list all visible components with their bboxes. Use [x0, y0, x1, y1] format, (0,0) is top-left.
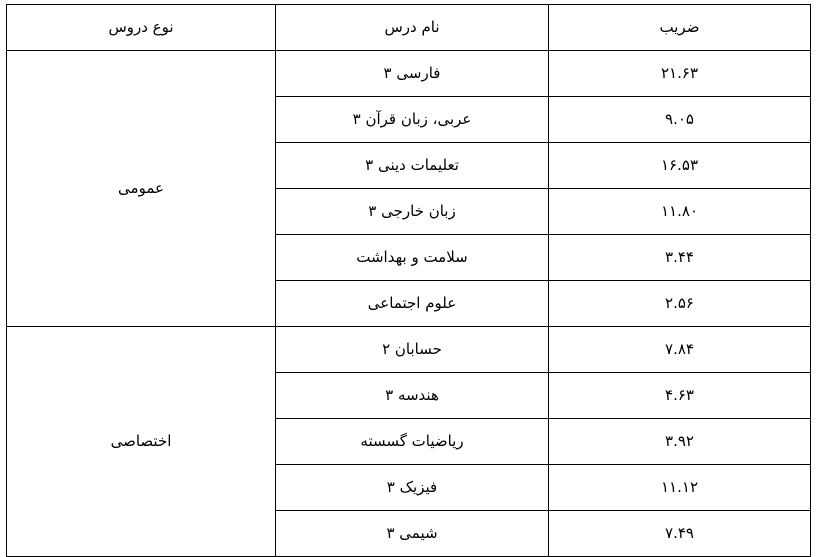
table-header-row	[7, 5, 811, 51]
course-coefficients-table	[6, 4, 811, 557]
cell-coefficient: ۳.۴۴	[549, 235, 811, 281]
cell-course-name: شیمی ۳	[276, 511, 549, 557]
cell-course-name: تعلیمات دینی ۳	[276, 143, 549, 189]
cell-coefficient: ۱۶.۵۳	[549, 143, 811, 189]
cell-coefficient: ۲.۵۶	[549, 281, 811, 327]
table-row	[7, 327, 811, 373]
cell-coefficient: ۲۱.۶۳	[549, 51, 811, 97]
cell-course-name: عربی، زبان قرآن ۳	[276, 97, 549, 143]
column-header-type: نوع دروس	[7, 5, 276, 51]
column-header-name: نام درس	[276, 5, 549, 51]
cell-course-name: فیزیک ۳	[276, 465, 549, 511]
cell-course-name: سلامت و بهداشت	[276, 235, 549, 281]
cell-course-name: زبان خارجی ۳	[276, 189, 549, 235]
table-row	[7, 51, 811, 97]
cell-course-name: هندسه ۳	[276, 373, 549, 419]
cell-coefficient: ۴.۶۳	[549, 373, 811, 419]
cell-coefficient: ۱۱.۸۰	[549, 189, 811, 235]
cell-coefficient: ۷.۴۹	[549, 511, 811, 557]
cell-course-name: حسابان ۲	[276, 327, 549, 373]
cell-course-type-specialized: اختصاصی	[7, 327, 276, 557]
document-page	[0, 4, 821, 555]
cell-course-name: ریاضیات گسسته	[276, 419, 549, 465]
cell-coefficient: ۷.۸۴	[549, 327, 811, 373]
cell-coefficient: ۳.۹۲	[549, 419, 811, 465]
cell-course-name: فارسی ۳	[276, 51, 549, 97]
cell-coefficient: ۱۱.۱۲	[549, 465, 811, 511]
cell-coefficient: ۹.۰۵	[549, 97, 811, 143]
cell-course-name: علوم اجتماعی	[276, 281, 549, 327]
cell-course-type-general: عمومی	[7, 51, 276, 327]
column-header-coefficient: ضریب	[549, 5, 811, 51]
